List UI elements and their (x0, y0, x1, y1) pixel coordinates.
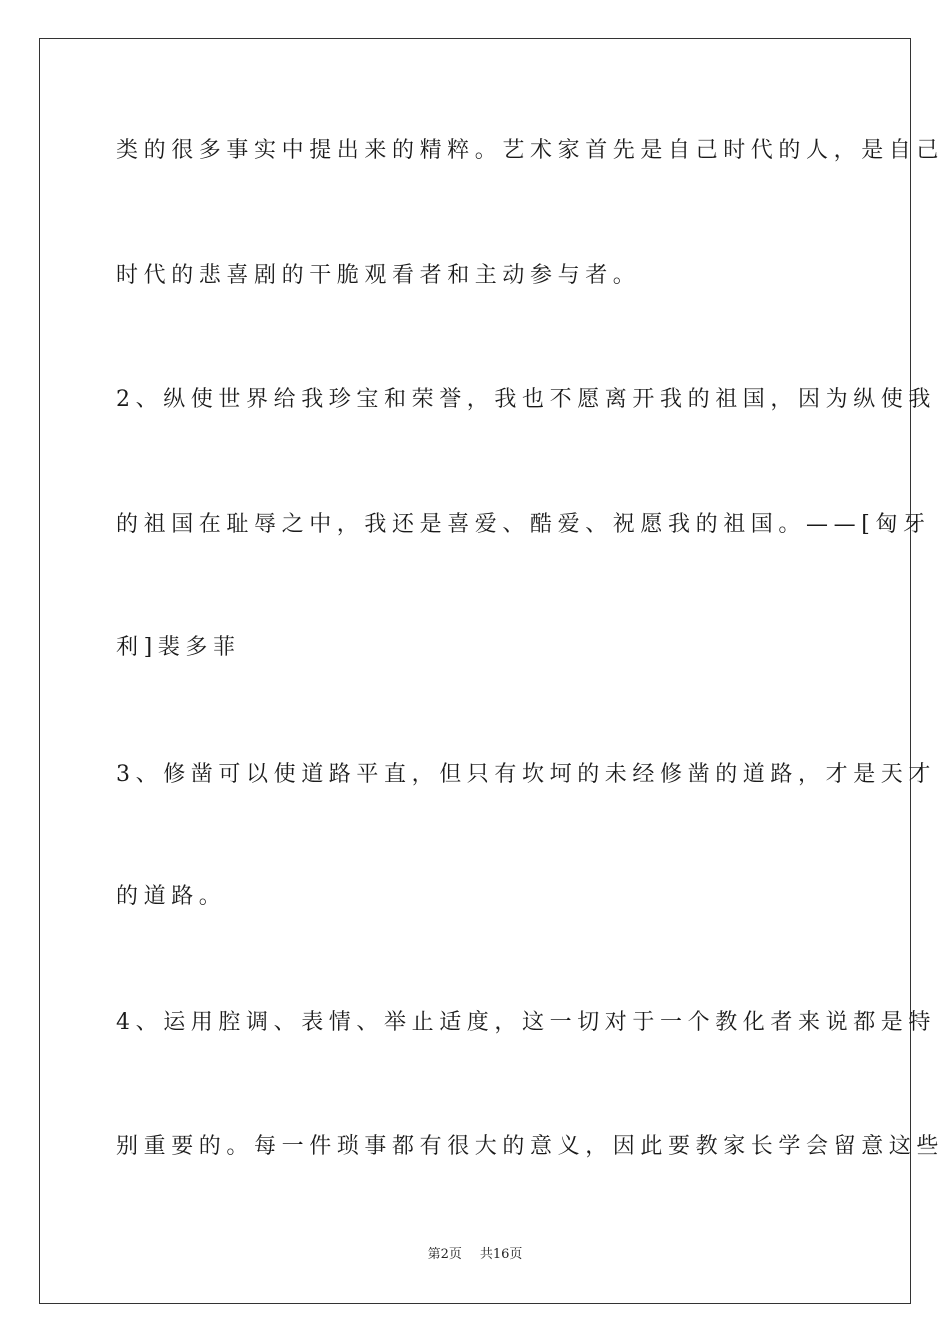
page-total: 共16页 (479, 1247, 523, 1262)
page-footer (0, 1246, 950, 1264)
text-line: 2、纵使世界给我珍宝和荣誉，我也不愿离开我的祖国，因为纵使我 (116, 387, 936, 412)
text-line: 的道路。 (116, 884, 227, 909)
text-line: 利]裴多菲 (116, 635, 241, 660)
text-line: 别重要的。每一件琐事都有很大的意义，因此要教家长学会留意这些 (116, 1134, 945, 1159)
text-line: 的祖国在耻辱之中，我还是喜爱、酷爱、祝愿我的祖国。——[匈牙 (116, 512, 931, 537)
text-line: 类的很多事实中提出来的精粹。艺术家首先是自己时代的人，是自己 (116, 138, 945, 163)
page-frame (39, 38, 945, 1304)
text-line: 3、修凿可以使道路平直，但只有坎坷的未经修凿的道路，才是天才 (116, 762, 936, 787)
text-line: 4、运用腔调、表情、举止适度，这一切对于一个教化者来说都是特 (116, 1010, 936, 1035)
text-line: 时代的悲喜剧的干脆观看者和主动参与者。 (116, 263, 641, 288)
page-number: 第2页 (427, 1247, 462, 1262)
